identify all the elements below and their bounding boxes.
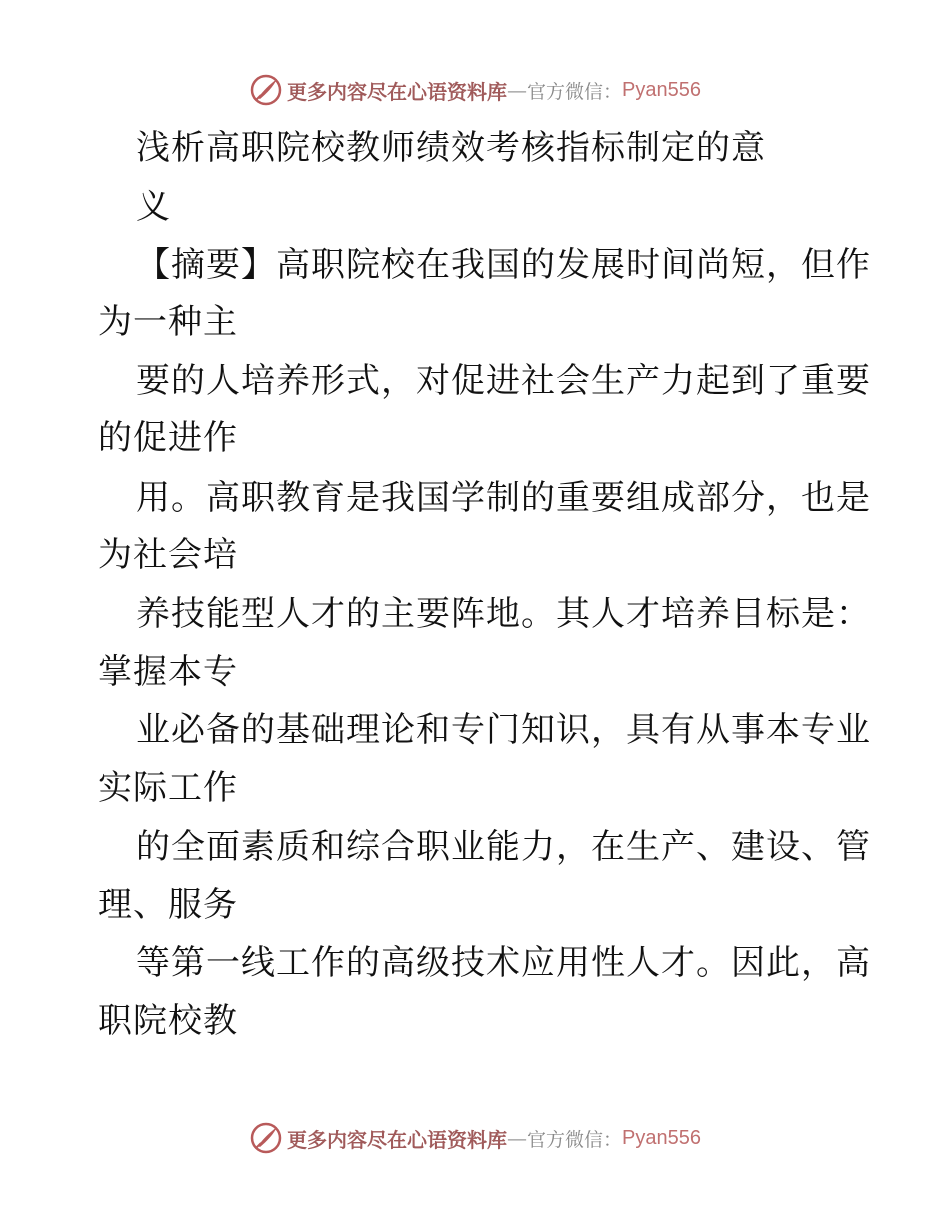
body-line: 实际工作 [98, 768, 238, 808]
body-line: 要的人培养形式，对促进社会生产力起到了重要 [136, 361, 871, 401]
body-line: 用。高职教育是我国学制的重要组成部分，也是 [136, 478, 871, 518]
footer-banner [0, 1118, 950, 1158]
document-title-line-1: 浅析高职院校教师绩效考核指标制定的意 [136, 128, 766, 168]
body-line: 为社会培 [98, 535, 238, 575]
body-line: 掌握本专 [98, 652, 238, 692]
banner-dash: — [507, 1126, 527, 1150]
header-banner [0, 70, 950, 110]
banner-dash: — [507, 78, 527, 102]
body-line: 【摘要】高职院校在我国的发展时间尚短，但作 [136, 245, 871, 285]
body-line: 业必备的基础理论和专门知识，具有从事本专业 [136, 710, 871, 750]
quill-seal-icon [249, 1121, 283, 1155]
quill-seal-icon [249, 73, 283, 107]
body-line: 的促进作 [98, 418, 238, 458]
body-line: 理、服务 [98, 885, 238, 925]
body-line: 为一种主 [98, 302, 238, 342]
document-title-line-2: 义 [136, 187, 171, 227]
banner-brand-text: 更多内容尽在心语资料库 [287, 79, 507, 104]
body-line: 职院校教 [98, 1001, 238, 1041]
body-line: 等第一线工作的高级技术应用性人才。因此，高 [136, 943, 871, 983]
body-line: 养技能型人才的主要阵地。其人才培养目标是： [136, 594, 871, 634]
banner-wechat-id: Pyan556 [622, 78, 701, 101]
banner-wechat-id: Pyan556 [622, 1126, 701, 1149]
banner-wechat-label: 官方微信： [527, 80, 623, 103]
banner-wechat-label: 官方微信： [527, 1128, 623, 1151]
banner-brand-text: 更多内容尽在心语资料库 [287, 1127, 507, 1152]
body-line: 的全面素质和综合职业能力，在生产、建设、管 [136, 827, 871, 867]
